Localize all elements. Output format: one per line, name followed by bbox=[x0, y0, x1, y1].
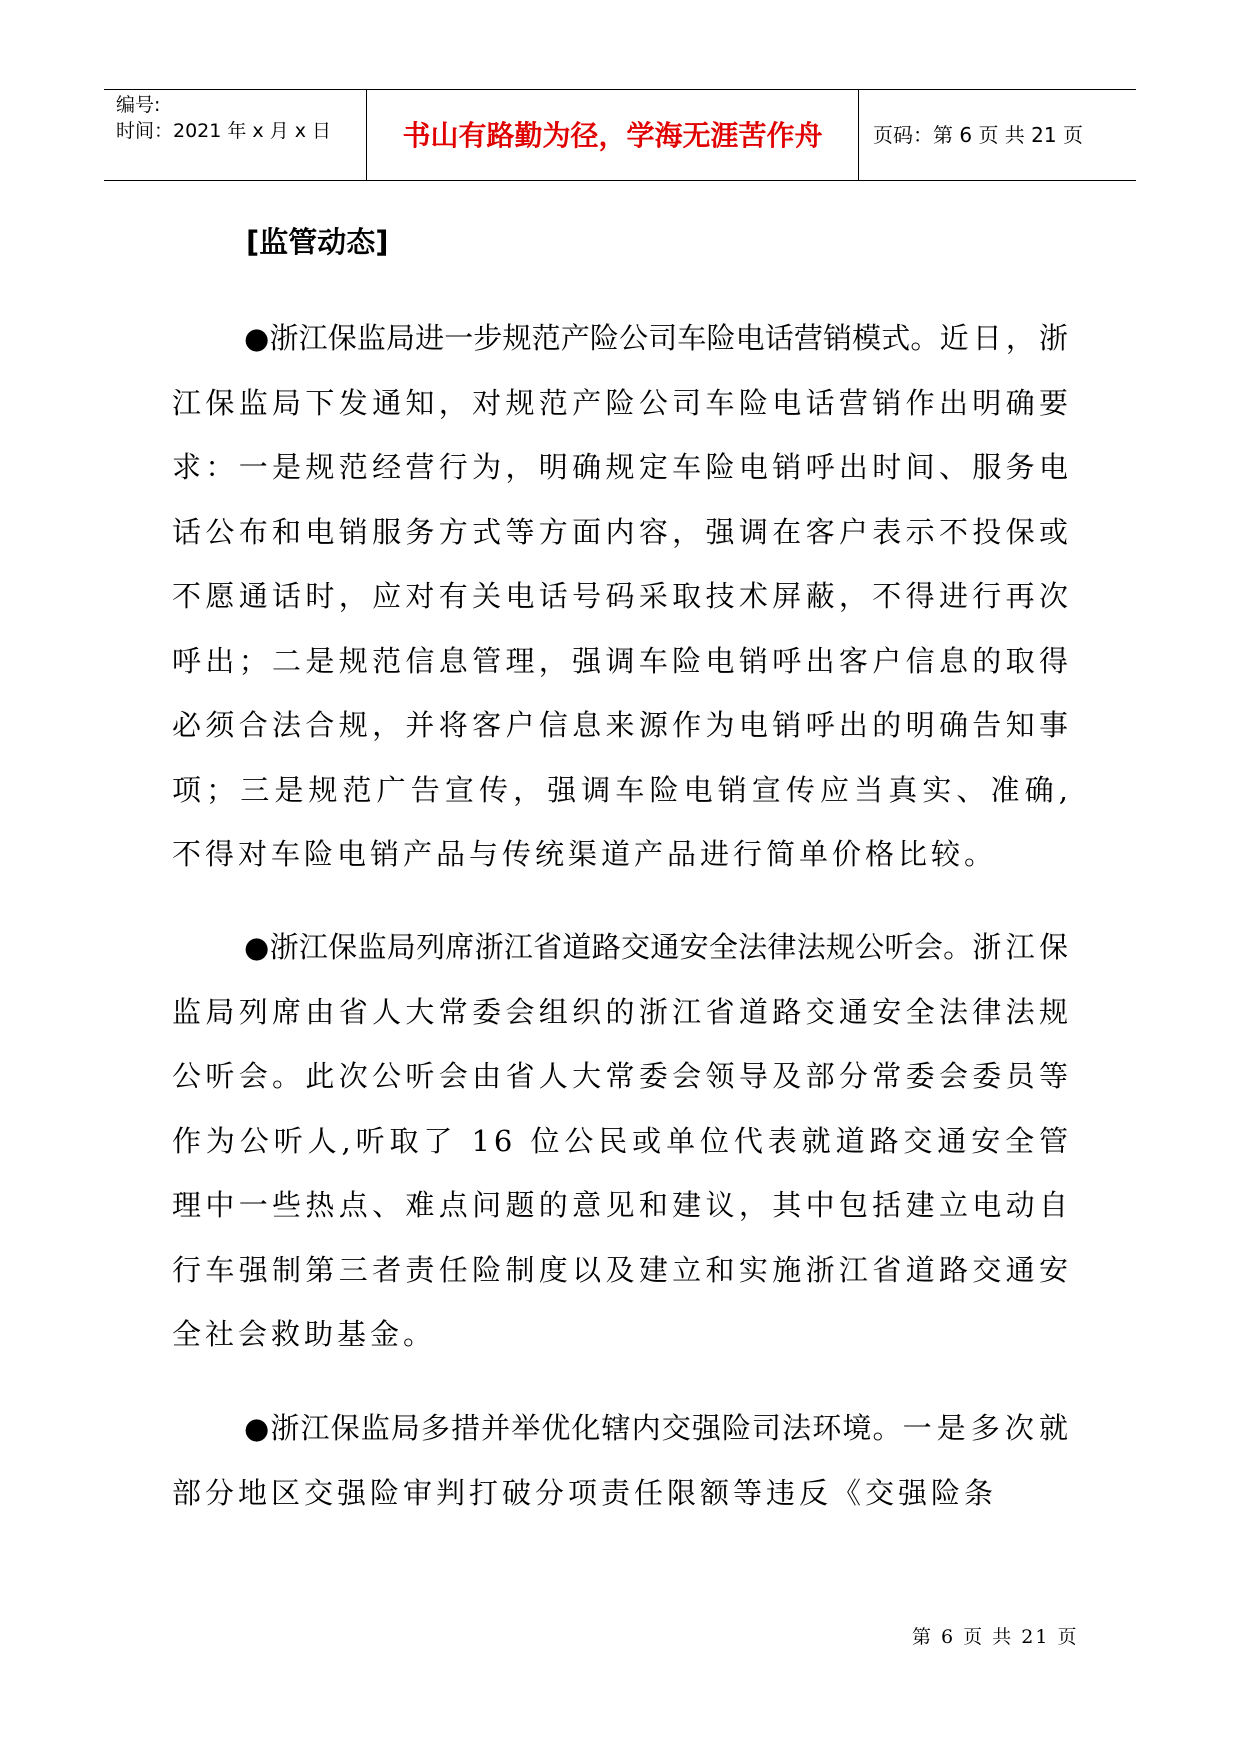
serial-number-label: 编号: bbox=[116, 94, 161, 116]
news-body: 浙江保监局列席由省人大常委会组织的浙江省道路交通安全法律法规公听会。此次公听会由省人大常委会领导及部分常委会委员等作为公听人,听取了 16 位公民或单位代表就道路交通安全管理中一些热点、难点问题的意见和建议，其中包括建立电动自行车强制第三者责任险制度以及建立和实施浙江省道路交通安全社会救助基金。 bbox=[172, 930, 1072, 1351]
header-motto-cell bbox=[367, 90, 859, 180]
news-paragraph bbox=[172, 915, 1072, 1367]
news-body: 近日，浙江保监局下发通知，对规范产险公司车险电话营销作出明确要求：一是规范经营行为，明确规定车险电销呼出时间、服务电话公布和电销服务方式等方面内容，强调在客户表示不投保或不愿通话时，应对有关电话号码采取技术屏蔽，不得进行再次呼出；二是规范信息管理，强调车险电销呼出客户信息的取得必须合法合规，并将客户信息来源作为电销呼出的明确告知事项；三是规范广告宣传，强调车险电销宣传应当真实、准确,不得对车险电销产品与传统渠道产品进行简单价格比较。 bbox=[172, 321, 1072, 871]
page-footer: 第 6 页 共 21 页 bbox=[912, 1626, 1079, 1648]
section-title: [监管动态] bbox=[246, 225, 389, 259]
page-number-label: 页码：第 6 页 共 21 页 bbox=[873, 123, 1083, 147]
date-label: 时间：2021 年 x 月 x 日 bbox=[116, 120, 332, 142]
news-headline: ●浙江保监局列席浙江省道路交通安全法律法规公听会。 bbox=[244, 930, 973, 964]
news-body: 一是多次就部分地区交强险审判打破分项责任限额等违反《交强险条 bbox=[172, 1411, 1072, 1510]
news-paragraph bbox=[172, 1396, 1072, 1525]
news-headline: ●浙江保监局多措并举优化辖内交强险司法环境。 bbox=[244, 1411, 903, 1445]
header-page-cell bbox=[859, 90, 1136, 180]
header-meta-cell bbox=[104, 90, 367, 180]
news-headline: ●浙江保监局进一步规范产险公司车险电话营销模式。 bbox=[244, 321, 940, 355]
page-header bbox=[104, 89, 1136, 181]
motto-text: 书山有路勤为径，学海无涯苦作舟 bbox=[402, 119, 823, 152]
news-paragraph bbox=[172, 306, 1072, 887]
